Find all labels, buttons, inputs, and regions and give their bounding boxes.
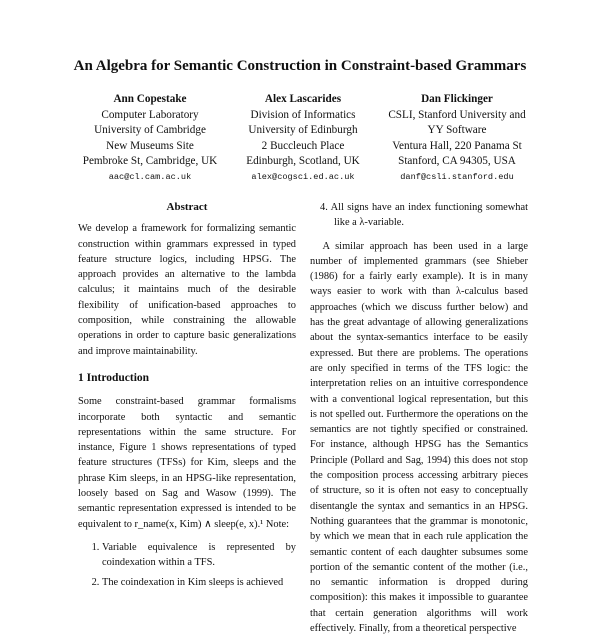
abstract-text: We develop a framework for formalizing semantic construction within grammars expressed in typed feature structure logics, including HPSG. The approach provides an alternative to the lambda calculus; it maintains much of the desirable flexibility of unification-based approaches to composition, while constraining the allowable operations in order to capture basic generalizations and improve maintainability.	[78, 223, 296, 357]
author-email: alex@cogsci.ed.ac.uk	[251, 171, 355, 182]
author-name: Alex Lascarides	[264, 93, 342, 105]
body-paragraph: A similar approach has been used in a large number of implemented grammars (see Shieber (1986) for a fairly early example). It is in many ways easier to work with than λ-calculus based approaches (which we discuss further below) and has the great advantage of allowing generalizations about the syntax-semantics interface to be easily expressed. But there are problems. The operations are only specified in terms of the TFS logic: the interpretation relies on an intuitive correspondence with a conventional logical representation, but this is not spelled out. Furthermore the operations on the semantics are not tightly specified or constrained. For instance, although HPSG has the Semantics Principle (Pollard and Sag, 1994) this does not stop the composition process accessing arbitrary pieces of structure, so it is often not easy to conceptually disentangle the syntax and semantics in an HPSG. Nothing guarantees that the grammar is monotonic, by which we mean that in each rule application the semantic content of each daughter subsumes some portion of the semantic content of the mother (i.e., no semantic information is dropped during composition): this makes it impossible to guarantee that certain generation algorithms will work effectively. Finally, from a theoretical perspective	[310, 240, 528, 635]
author-affiliation-line: YY Software	[427, 124, 487, 137]
author-name: Dan Flickinger	[421, 93, 493, 105]
list-item-4: 4. All signs have an index functioning somewhat like a λ-variable.	[320, 202, 528, 229]
author-affiliation-line: Ventura Hall, 220 Panama St	[392, 139, 522, 152]
author-email: aac@cl.cam.ac.uk	[108, 171, 192, 182]
section-heading-introduction: 1 Introduction	[78, 371, 150, 384]
left-column	[78, 200, 296, 594]
author-affiliation-line: Division of Informatics	[250, 108, 356, 121]
author-block-1	[70, 92, 230, 186]
author-affiliation-line: 2 Buccleuch Place	[261, 139, 345, 152]
author-email: danf@csli.stanford.edu	[400, 171, 514, 182]
paper-title: An Algebra for Semantic Construction in Constraint-based Grammars	[73, 58, 527, 74]
right-column	[310, 200, 528, 636]
author-affiliation-line: University of Edinburgh	[248, 124, 358, 137]
author-affiliation-line: Pembroke St, Cambridge, UK	[82, 155, 218, 168]
author-affiliation-line: University of Cambridge	[94, 124, 206, 137]
author-name: Ann Copestake	[113, 93, 187, 105]
intro-paragraph: Some constraint-based grammar formalisms incorporate both syntactic and semantic representations within the same structure. For instance, Figure 1 shows representations of typed feature structures (TFSs) for Kim, sleeps and the phrase Kim sleeps, in an HPSG-like representation, loosely based on Sag and Wasow (1999). The semantic representation expressed is intended to be equivalent to r_name(x, Kim) ∧ sleep(e, x).¹ Note:	[78, 396, 296, 530]
author-affiliation-line: Stanford, CA 94305, USA	[398, 155, 516, 168]
list-item: 2. The coindexation in Kim sleeps is achieved	[102, 575, 296, 590]
author-block-3	[372, 92, 542, 186]
author-affiliation-line: New Museums Site	[106, 139, 194, 152]
list-item: 1. Variable equivalence is represented by coindexation within a TFS.	[102, 540, 296, 571]
intro-list	[78, 540, 296, 590]
author-affiliation-line: Edinburgh, Scotland, UK	[246, 155, 360, 168]
author-affiliation-line: CSLI, Stanford University and	[388, 108, 526, 121]
author-affiliation-line: Computer Laboratory	[101, 108, 199, 121]
abstract-heading: Abstract	[166, 201, 208, 213]
author-block-2	[228, 92, 378, 186]
